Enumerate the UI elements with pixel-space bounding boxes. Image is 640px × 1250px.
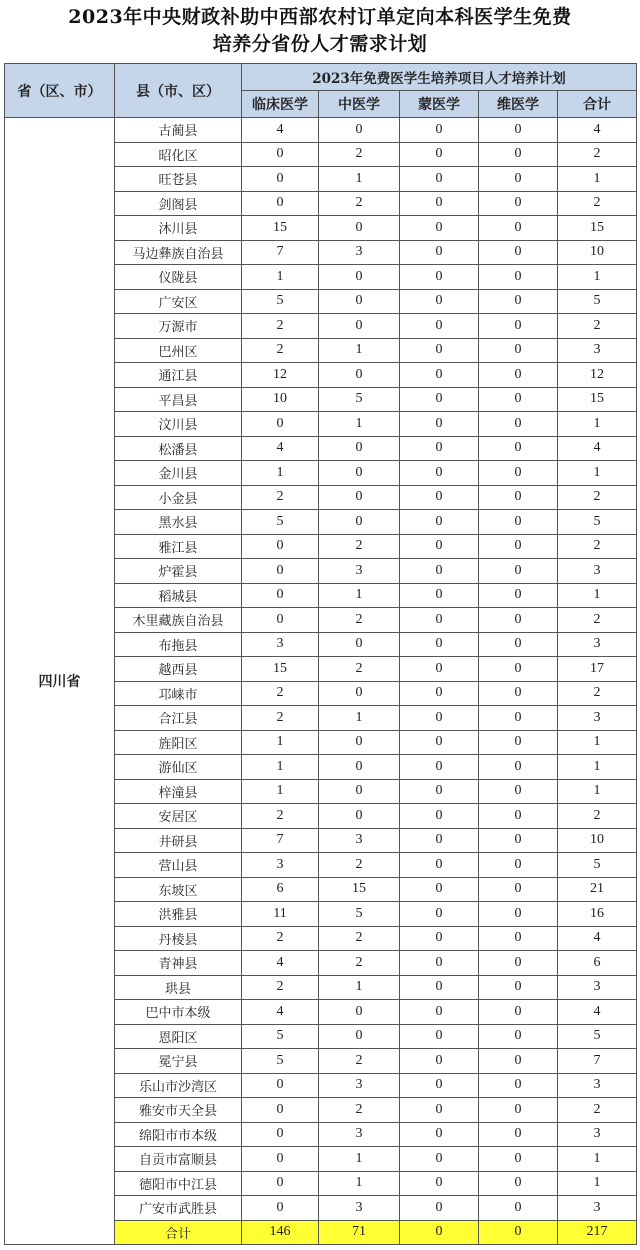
mongolian-medicine-cell: 0 [400,1098,479,1123]
row-total-cell: 1 [558,167,637,192]
chinese-medicine-cell: 2 [319,657,400,682]
chinese-medicine-cell: 0 [319,779,400,804]
uyghur-medicine-cell: 0 [479,191,558,216]
county-cell: 珙县 [115,975,242,1000]
chinese-medicine-cell: 2 [319,608,400,633]
chinese-medicine-cell: 2 [319,853,400,878]
chinese-medicine-cell: 0 [319,1000,400,1025]
mongolian-medicine-cell: 0 [400,1122,479,1147]
clinical-medicine-cell: 7 [242,828,319,853]
uyghur-medicine-cell: 0 [479,877,558,902]
county-cell: 平昌县 [115,387,242,412]
clinical-medicine-cell: 1 [242,461,319,486]
county-cell: 汶川县 [115,412,242,437]
chinese-medicine-cell: 0 [319,289,400,314]
clinical-medicine-cell: 15 [242,216,319,241]
mongolian-medicine-cell: 0 [400,657,479,682]
mongolian-medicine-cell: 0 [400,583,479,608]
county-cell: 木里藏族自治县 [115,608,242,633]
mongolian-medicine-cell: 0 [400,534,479,559]
mongolian-medicine-cell: 0 [400,926,479,951]
clinical-medicine-cell: 0 [242,1122,319,1147]
clinical-medicine-cell: 2 [242,338,319,363]
uyghur-medicine-cell: 0 [479,657,558,682]
county-cell: 旌阳区 [115,730,242,755]
mongolian-medicine-cell: 0 [400,436,479,461]
uyghur-medicine-cell: 0 [479,289,558,314]
clinical-medicine-cell: 0 [242,608,319,633]
county-cell: 冕宁县 [115,1049,242,1074]
clinical-medicine-cell: 4 [242,436,319,461]
county-cell: 沐川县 [115,216,242,241]
mongolian-medicine-cell: 0 [400,877,479,902]
mongolian-medicine-cell: 0 [400,1147,479,1172]
document-title [0,4,640,58]
uyghur-medicine-cell: 0 [479,681,558,706]
row-total-cell: 1 [558,412,637,437]
row-total-cell: 3 [558,1073,637,1098]
chinese-medicine-cell: 0 [319,314,400,339]
chinese-medicine-cell: 2 [319,142,400,167]
mongolian-medicine-cell: 0 [400,191,479,216]
uyghur-medicine-cell: 0 [479,314,558,339]
clinical-medicine-cell: 5 [242,289,319,314]
clinical-medicine-cell: 10 [242,387,319,412]
row-total-cell: 3 [558,706,637,731]
title-line-2: 培养分省份人才需求计划 [212,33,428,55]
row-total-cell: 4 [558,1000,637,1025]
clinical-medicine-cell: 11 [242,902,319,927]
clinical-medicine-cell: 1 [242,265,319,290]
uyghur-medicine-cell: 0 [479,142,558,167]
county-cell: 恩阳区 [115,1024,242,1049]
row-total-cell: 2 [558,485,637,510]
chinese-medicine-cell: 0 [319,804,400,829]
clinical-medicine-cell: 4 [242,951,319,976]
county-cell: 青神县 [115,951,242,976]
county-cell: 黑水县 [115,510,242,535]
county-cell: 仪陇县 [115,265,242,290]
county-cell: 乐山市沙湾区 [115,1073,242,1098]
chinese-medicine-cell: 0 [319,1024,400,1049]
clinical-medicine-cell: 0 [242,583,319,608]
row-total-cell: 3 [558,1122,637,1147]
uyghur-medicine-cell: 0 [479,485,558,510]
header-uyghur-medicine: 维医学 [479,91,558,118]
table-body [5,118,637,1245]
clinical-medicine-cell: 2 [242,485,319,510]
clinical-medicine-cell: 0 [242,1147,319,1172]
uyghur-medicine-cell: 0 [479,926,558,951]
chinese-medicine-cell: 0 [319,755,400,780]
chinese-medicine-cell: 0 [319,118,400,143]
uyghur-medicine-cell: 0 [479,167,558,192]
chinese-medicine-cell: 3 [319,1196,400,1221]
clinical-medicine-cell: 0 [242,412,319,437]
uyghur-medicine-cell: 0 [479,1171,558,1196]
row-total-cell: 5 [558,289,637,314]
clinical-medicine-cell: 3 [242,632,319,657]
total-uyghur-medicine-cell: 0 [479,1220,558,1245]
header-chinese-medicine: 中医学 [319,91,400,118]
uyghur-medicine-cell: 0 [479,828,558,853]
uyghur-medicine-cell: 0 [479,853,558,878]
chinese-medicine-cell: 2 [319,1049,400,1074]
uyghur-medicine-cell: 0 [479,363,558,388]
chinese-medicine-cell: 1 [319,338,400,363]
row-total-cell: 12 [558,363,637,388]
mongolian-medicine-cell: 0 [400,142,479,167]
talent-plan-table [4,63,637,1245]
uyghur-medicine-cell: 0 [479,216,558,241]
chinese-medicine-cell: 3 [319,1122,400,1147]
county-cell: 井研县 [115,828,242,853]
uyghur-medicine-cell: 0 [479,240,558,265]
chinese-medicine-cell: 0 [319,510,400,535]
clinical-medicine-cell: 4 [242,118,319,143]
chinese-medicine-cell: 0 [319,632,400,657]
clinical-medicine-cell: 5 [242,510,319,535]
clinical-medicine-cell: 3 [242,853,319,878]
mongolian-medicine-cell: 0 [400,1073,479,1098]
mongolian-medicine-cell: 0 [400,1024,479,1049]
mongolian-medicine-cell: 0 [400,216,479,241]
county-cell: 雅江县 [115,534,242,559]
uyghur-medicine-cell: 0 [479,779,558,804]
clinical-medicine-cell: 2 [242,975,319,1000]
clinical-medicine-cell: 0 [242,167,319,192]
clinical-medicine-cell: 0 [242,559,319,584]
county-cell: 营山县 [115,853,242,878]
county-cell: 德阳市中江县 [115,1171,242,1196]
row-total-cell: 5 [558,1024,637,1049]
mongolian-medicine-cell: 0 [400,706,479,731]
chinese-medicine-cell: 0 [319,265,400,290]
county-cell: 金川县 [115,461,242,486]
mongolian-medicine-cell: 0 [400,779,479,804]
mongolian-medicine-cell: 0 [400,559,479,584]
row-total-cell: 5 [558,853,637,878]
uyghur-medicine-cell: 0 [479,436,558,461]
mongolian-medicine-cell: 0 [400,804,479,829]
uyghur-medicine-cell: 0 [479,608,558,633]
row-total-cell: 2 [558,314,637,339]
county-cell: 游仙区 [115,755,242,780]
county-cell: 广安区 [115,289,242,314]
county-cell: 小金县 [115,485,242,510]
chinese-medicine-cell: 0 [319,216,400,241]
total-chinese-medicine-cell: 71 [319,1220,400,1245]
chinese-medicine-cell: 2 [319,1098,400,1123]
mongolian-medicine-cell: 0 [400,485,479,510]
mongolian-medicine-cell: 0 [400,1049,479,1074]
county-cell: 东坡区 [115,877,242,902]
county-cell: 丹棱县 [115,926,242,951]
clinical-medicine-cell: 5 [242,1049,319,1074]
uyghur-medicine-cell: 0 [479,387,558,412]
row-total-cell: 15 [558,387,637,412]
row-total-cell: 2 [558,142,637,167]
county-cell: 合江县 [115,706,242,731]
row-total-cell: 17 [558,657,637,682]
uyghur-medicine-cell: 0 [479,1000,558,1025]
clinical-medicine-cell: 0 [242,534,319,559]
mongolian-medicine-cell: 0 [400,755,479,780]
mongolian-medicine-cell: 0 [400,118,479,143]
chinese-medicine-cell: 1 [319,706,400,731]
clinical-medicine-cell: 2 [242,706,319,731]
row-total-cell: 10 [558,240,637,265]
uyghur-medicine-cell: 0 [479,461,558,486]
mongolian-medicine-cell: 0 [400,951,479,976]
uyghur-medicine-cell: 0 [479,412,558,437]
clinical-medicine-cell: 0 [242,1171,319,1196]
county-cell: 自贡市富顺县 [115,1147,242,1172]
row-total-cell: 7 [558,1049,637,1074]
uyghur-medicine-cell: 0 [479,975,558,1000]
uyghur-medicine-cell: 0 [479,265,558,290]
chinese-medicine-cell: 2 [319,191,400,216]
uyghur-medicine-cell: 0 [479,1098,558,1123]
mongolian-medicine-cell: 0 [400,902,479,927]
uyghur-medicine-cell: 0 [479,338,558,363]
uyghur-medicine-cell: 0 [479,902,558,927]
header-county: 县（市、区） [115,64,242,118]
title-line-1: 2023年中央财政补助中西部农村订单定向本科医学生免费 [68,6,572,28]
row-total-cell: 1 [558,730,637,755]
chinese-medicine-cell: 2 [319,951,400,976]
mongolian-medicine-cell: 0 [400,363,479,388]
header-clinical-medicine: 临床医学 [242,91,319,118]
mongolian-medicine-cell: 0 [400,1196,479,1221]
chinese-medicine-cell: 0 [319,363,400,388]
clinical-medicine-cell: 1 [242,730,319,755]
mongolian-medicine-cell: 0 [400,265,479,290]
chinese-medicine-cell: 5 [319,387,400,412]
uyghur-medicine-cell: 0 [479,118,558,143]
uyghur-medicine-cell: 0 [479,706,558,731]
chinese-medicine-cell: 1 [319,1171,400,1196]
total-row-total-cell: 217 [558,1220,637,1245]
chinese-medicine-cell: 0 [319,681,400,706]
mongolian-medicine-cell: 0 [400,387,479,412]
row-total-cell: 3 [558,338,637,363]
clinical-medicine-cell: 0 [242,191,319,216]
row-total-cell: 21 [558,877,637,902]
county-cell: 巴州区 [115,338,242,363]
county-cell: 马边彝族自治县 [115,240,242,265]
county-cell: 昭化区 [115,142,242,167]
row-total-cell: 2 [558,681,637,706]
uyghur-medicine-cell: 0 [479,1073,558,1098]
county-cell: 雅安市天全县 [115,1098,242,1123]
mongolian-medicine-cell: 0 [400,314,479,339]
row-total-cell: 15 [558,216,637,241]
chinese-medicine-cell: 0 [319,461,400,486]
row-total-cell: 2 [558,608,637,633]
county-cell: 安居区 [115,804,242,829]
row-total-cell: 1 [558,265,637,290]
county-cell: 越西县 [115,657,242,682]
chinese-medicine-cell: 0 [319,485,400,510]
row-total-cell: 16 [558,902,637,927]
row-total-cell: 6 [558,951,637,976]
row-total-cell: 4 [558,926,637,951]
row-total-cell: 2 [558,191,637,216]
county-cell: 古蔺县 [115,118,242,143]
uyghur-medicine-cell: 0 [479,730,558,755]
chinese-medicine-cell: 1 [319,975,400,1000]
chinese-medicine-cell: 5 [319,902,400,927]
mongolian-medicine-cell: 0 [400,632,479,657]
county-cell: 布拖县 [115,632,242,657]
clinical-medicine-cell: 12 [242,363,319,388]
row-total-cell: 2 [558,1098,637,1123]
clinical-medicine-cell: 1 [242,755,319,780]
uyghur-medicine-cell: 0 [479,1196,558,1221]
row-total-cell: 1 [558,1147,637,1172]
chinese-medicine-cell: 15 [319,877,400,902]
clinical-medicine-cell: 2 [242,804,319,829]
county-cell: 洪雅县 [115,902,242,927]
clinical-medicine-cell: 5 [242,1024,319,1049]
clinical-medicine-cell: 15 [242,657,319,682]
total-mongolian-medicine-cell: 0 [400,1220,479,1245]
uyghur-medicine-cell: 0 [479,559,558,584]
uyghur-medicine-cell: 0 [479,632,558,657]
province-cell: 四川省 [5,118,115,1245]
header-plan-group: 2023年免费医学生培养项目人才培养计划 [242,64,637,91]
clinical-medicine-cell: 6 [242,877,319,902]
clinical-medicine-cell: 0 [242,142,319,167]
table-header [5,64,637,118]
row-total-cell: 2 [558,534,637,559]
clinical-medicine-cell: 1 [242,779,319,804]
chinese-medicine-cell: 3 [319,1073,400,1098]
clinical-medicine-cell: 0 [242,1098,319,1123]
row-total-cell: 1 [558,461,637,486]
chinese-medicine-cell: 0 [319,730,400,755]
table-row [5,118,637,143]
mongolian-medicine-cell: 0 [400,240,479,265]
row-total-cell: 2 [558,804,637,829]
mongolian-medicine-cell: 0 [400,461,479,486]
mongolian-medicine-cell: 0 [400,828,479,853]
uyghur-medicine-cell: 0 [479,583,558,608]
row-total-cell: 1 [558,755,637,780]
county-cell: 巴中市本级 [115,1000,242,1025]
mongolian-medicine-cell: 0 [400,608,479,633]
header-province: 省（区、市） [5,64,115,118]
row-total-cell: 3 [558,559,637,584]
total-label: 合计 [115,1220,242,1245]
county-cell: 绵阳市市本级 [115,1122,242,1147]
county-cell: 松潘县 [115,436,242,461]
header-mongolian-medicine: 蒙医学 [400,91,479,118]
clinical-medicine-cell: 7 [242,240,319,265]
clinical-medicine-cell: 2 [242,314,319,339]
county-cell: 炉霍县 [115,559,242,584]
chinese-medicine-cell: 2 [319,926,400,951]
mongolian-medicine-cell: 0 [400,1171,479,1196]
uyghur-medicine-cell: 0 [479,534,558,559]
mongolian-medicine-cell: 0 [400,167,479,192]
uyghur-medicine-cell: 0 [479,1024,558,1049]
row-total-cell: 4 [558,436,637,461]
row-total-cell: 3 [558,632,637,657]
row-total-cell: 10 [558,828,637,853]
row-total-cell: 1 [558,583,637,608]
row-total-cell: 4 [558,118,637,143]
mongolian-medicine-cell: 0 [400,853,479,878]
mongolian-medicine-cell: 0 [400,1000,479,1025]
county-cell: 旺苍县 [115,167,242,192]
row-total-cell: 3 [558,975,637,1000]
row-total-cell: 5 [558,510,637,535]
chinese-medicine-cell: 3 [319,828,400,853]
chinese-medicine-cell: 1 [319,412,400,437]
clinical-medicine-cell: 2 [242,926,319,951]
chinese-medicine-cell: 3 [319,240,400,265]
county-cell: 剑阁县 [115,191,242,216]
uyghur-medicine-cell: 0 [479,755,558,780]
row-total-cell: 3 [558,1196,637,1221]
chinese-medicine-cell: 3 [319,559,400,584]
row-total-cell: 1 [558,779,637,804]
mongolian-medicine-cell: 0 [400,975,479,1000]
uyghur-medicine-cell: 0 [479,951,558,976]
county-cell: 稻城县 [115,583,242,608]
chinese-medicine-cell: 0 [319,436,400,461]
chinese-medicine-cell: 1 [319,167,400,192]
total-clinical-medicine-cell: 146 [242,1220,319,1245]
clinical-medicine-cell: 0 [242,1073,319,1098]
county-cell: 邛崃市 [115,681,242,706]
header-total: 合计 [558,91,637,118]
mongolian-medicine-cell: 0 [400,289,479,314]
uyghur-medicine-cell: 0 [479,1147,558,1172]
row-total-cell: 1 [558,1171,637,1196]
mongolian-medicine-cell: 0 [400,730,479,755]
uyghur-medicine-cell: 0 [479,1122,558,1147]
mongolian-medicine-cell: 0 [400,681,479,706]
uyghur-medicine-cell: 0 [479,1049,558,1074]
chinese-medicine-cell: 1 [319,1147,400,1172]
mongolian-medicine-cell: 0 [400,412,479,437]
clinical-medicine-cell: 4 [242,1000,319,1025]
chinese-medicine-cell: 1 [319,583,400,608]
county-cell: 广安市武胜县 [115,1196,242,1221]
county-cell: 梓潼县 [115,779,242,804]
uyghur-medicine-cell: 0 [479,804,558,829]
clinical-medicine-cell: 2 [242,681,319,706]
mongolian-medicine-cell: 0 [400,338,479,363]
chinese-medicine-cell: 2 [319,534,400,559]
uyghur-medicine-cell: 0 [479,510,558,535]
county-cell: 万源市 [115,314,242,339]
clinical-medicine-cell: 0 [242,1196,319,1221]
county-cell: 通江县 [115,363,242,388]
mongolian-medicine-cell: 0 [400,510,479,535]
